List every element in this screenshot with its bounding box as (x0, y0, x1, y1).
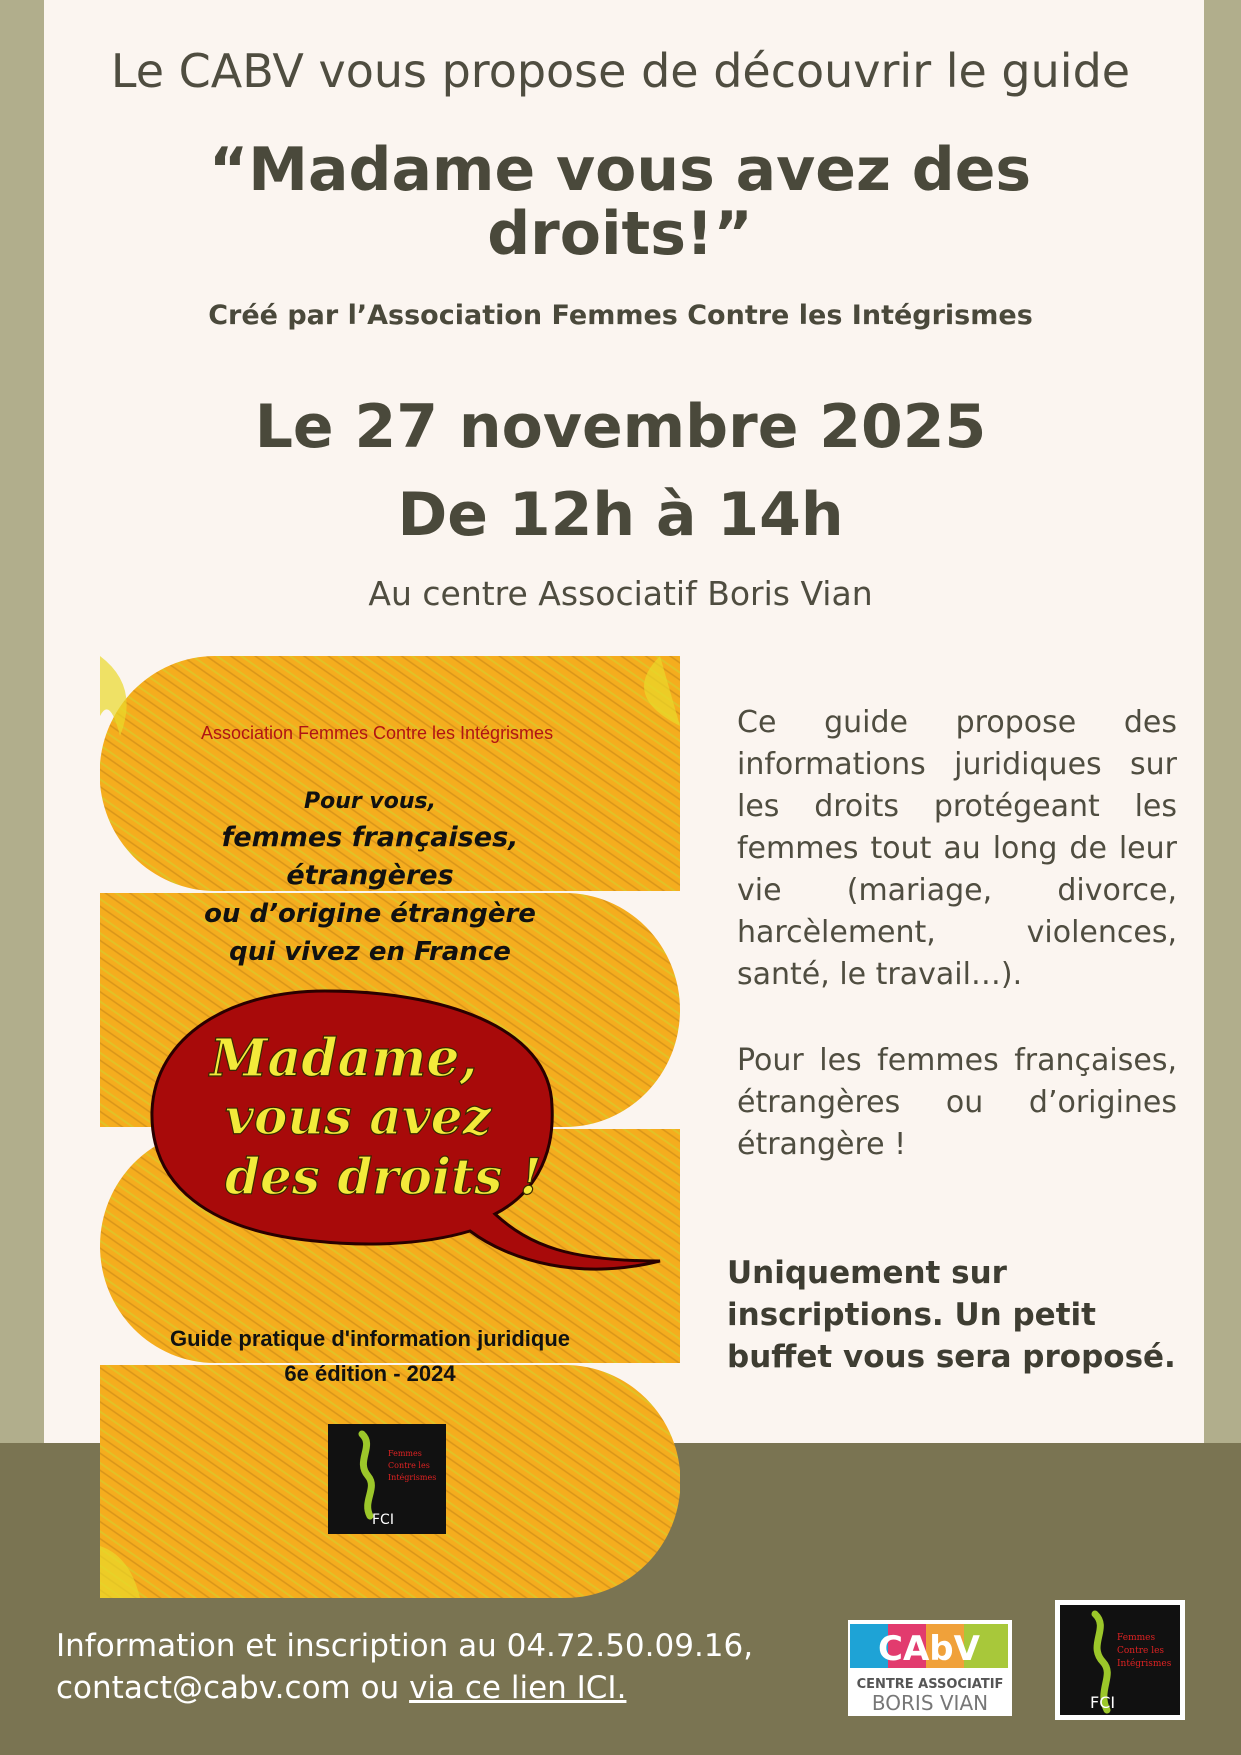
contact-email: contact@cabv.com ou (56, 1670, 410, 1706)
cover-fci-small2: Contre les (388, 1461, 430, 1470)
cover-edition: 6e édition - 2024 (284, 1361, 456, 1386)
guide-title-line2: droits!” (487, 199, 753, 269)
cabv-logo-line2: BORIS VIAN (871, 1691, 989, 1715)
event-place: Au centre Associatif Boris Vian (368, 574, 873, 613)
bubble-line2: vous avez (225, 1087, 491, 1146)
contact-email-line (56, 1667, 753, 1709)
cabv-logo-letters: CAbV (878, 1629, 980, 1669)
fci-logo-line1: Femmes (1117, 1633, 1156, 1643)
cabv-logo-line1: CENTRE ASSOCIATIF (856, 1677, 1004, 1692)
contact-phone-line: Information et inscription au 04.72.50.09.16, (56, 1628, 754, 1664)
guide-cover-image (100, 656, 680, 1598)
creator-credit: Créé par l’Association Femmes Contre les Intégrismes (208, 300, 1033, 331)
fci-logo-line3: Intégrismes (1117, 1659, 1172, 1669)
cover-line1: Pour vous, (304, 789, 436, 814)
cover-line3: étrangères (286, 860, 454, 891)
bubble-line1: Madame, (210, 1028, 478, 1089)
event-time: De 12h à 14h (397, 480, 844, 550)
registration-note: Uniquement sur inscriptions. Un petit buffet vous sera proposé. (727, 1255, 1176, 1375)
fci-logo (1055, 1600, 1185, 1720)
event-date: Le 27 novembre 2025 (254, 392, 987, 462)
cover-fci-logo (328, 1424, 446, 1534)
contact-info (56, 1625, 753, 1709)
registration-link[interactable]: via ce lien ICI. (409, 1670, 627, 1706)
target-audience: Pour les femmes françaises, étrangères ou d’origines étrangère ! (737, 1043, 1177, 1162)
guide-title-line1: “Madame vous avez des (208, 135, 1032, 205)
fci-logo-abbr: FCI (1090, 1693, 1116, 1712)
cover-association: Association Femmes Contre les Intégrismes (200, 723, 554, 743)
guide-title (200, 135, 1040, 269)
cover-line2: femmes françaises, (221, 822, 519, 853)
bubble-line3: des droits ! (225, 1147, 542, 1206)
intro-text: Le CABV vous propose de découvrir le guide (110, 44, 1131, 98)
cover-line5: qui vivez en France (229, 937, 511, 967)
cover-fci-small1: Femmes (388, 1449, 422, 1458)
guide-description: Ce guide propose des informations juridiques sur les droits protégeant les femmes tout au long de leur vie (mariage, divorce, harcèlement, violences, santé, le travail…). (737, 705, 1177, 992)
cover-guide-label: Guide pratique d'information juridique (169, 1326, 571, 1351)
cover-fci-small3: Intégrismes (388, 1473, 437, 1482)
fci-logo-line2: Contre les (1117, 1646, 1165, 1656)
cabv-logo (848, 1620, 1012, 1716)
cover-line4: ou d’origine étrangère (204, 899, 536, 929)
cover-fci-abbr: FCI (372, 1512, 394, 1528)
